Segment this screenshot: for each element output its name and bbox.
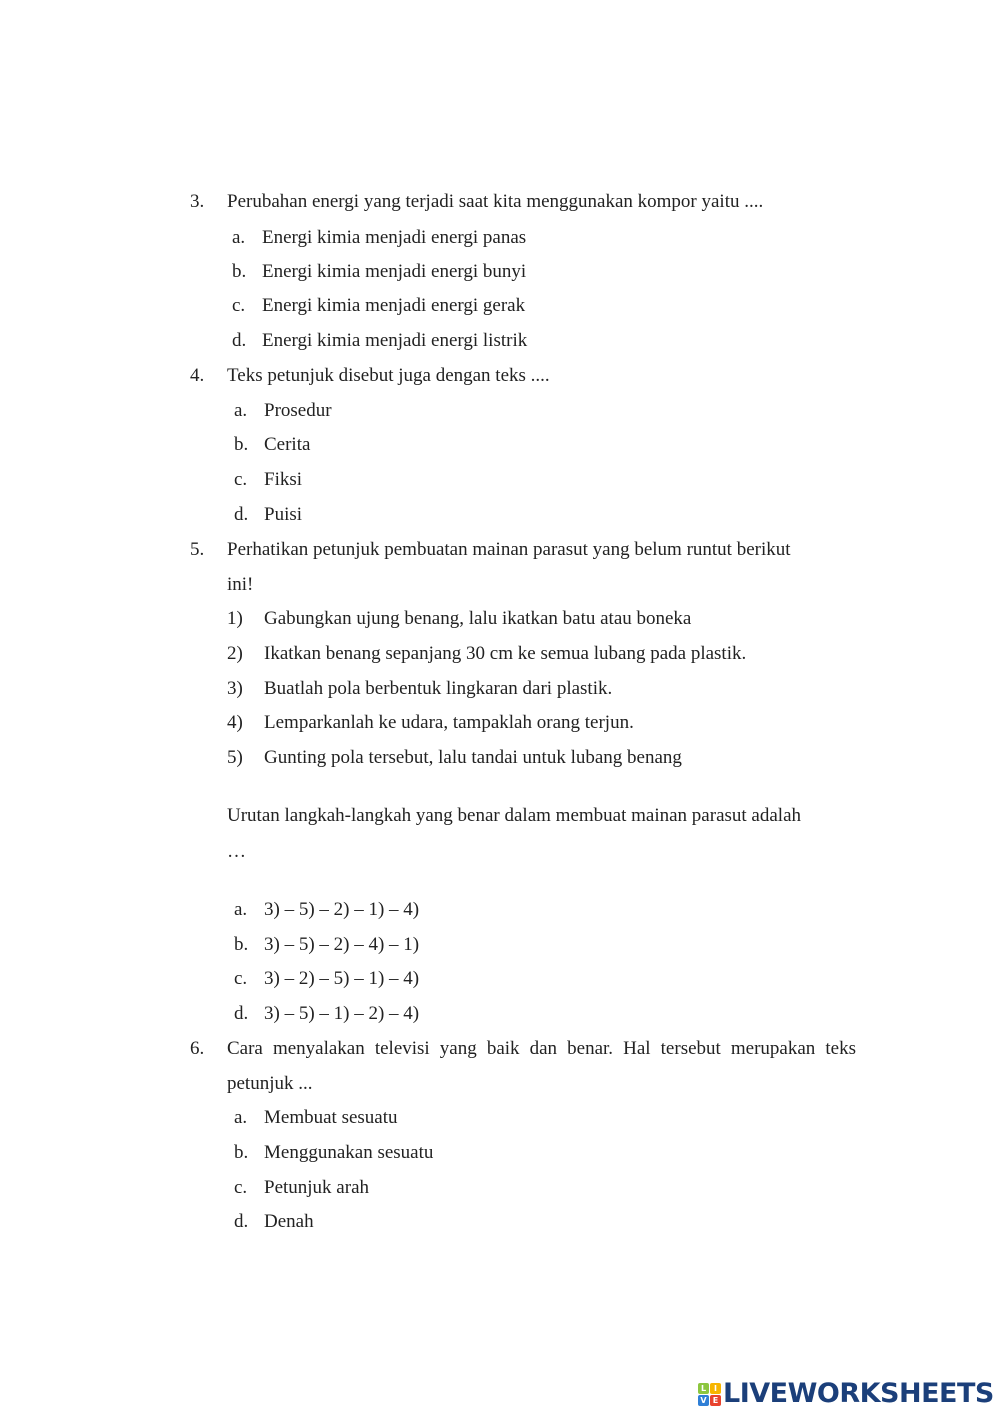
option-text: Denah bbox=[264, 1211, 314, 1232]
option-label: b. bbox=[232, 261, 247, 282]
step-label: 3) bbox=[227, 678, 243, 699]
option-text: Fiksi bbox=[264, 469, 303, 490]
option-label: a. bbox=[234, 1107, 248, 1128]
step-label: 5) bbox=[227, 747, 243, 768]
option-text: Energi kimia menjadi energi bunyi bbox=[262, 261, 527, 282]
option-label: a. bbox=[234, 899, 248, 920]
option-label: c. bbox=[234, 469, 248, 490]
option-label: d. bbox=[234, 1211, 249, 1232]
option-label: d. bbox=[234, 1003, 249, 1024]
option-label: d. bbox=[234, 504, 249, 525]
question-number: 6. bbox=[190, 1038, 205, 1059]
tile-e: E bbox=[710, 1395, 721, 1406]
option-label: a. bbox=[234, 400, 248, 421]
tile-v: V bbox=[698, 1395, 709, 1406]
prompt-line1: Urutan langkah-langkah yang benar dalam membuat mainan parasut adalah bbox=[227, 805, 801, 826]
liveworksheets-logo bbox=[698, 1379, 994, 1409]
step-label: 4) bbox=[227, 712, 243, 733]
option-text: 3) – 5) – 1) – 2) – 4) bbox=[264, 1003, 420, 1024]
option-text: 3) – 5) – 2) – 4) – 1) bbox=[264, 934, 420, 955]
question-number: 5. bbox=[190, 539, 205, 560]
question-text-line2: petunjuk ... bbox=[227, 1073, 313, 1094]
step-label: 2) bbox=[227, 643, 243, 664]
option-text: Energi kimia menjadi energi panas bbox=[262, 227, 527, 248]
step-text: Gunting pola tersebut, lalu tandai untuk lubang benang bbox=[264, 747, 682, 768]
step-text: Buatlah pola berbentuk lingkaran dari plastik. bbox=[264, 678, 613, 699]
option-text: Menggunakan sesuatu bbox=[264, 1142, 434, 1163]
step-text: Lemparkanlah ke udara, tampaklah orang terjun. bbox=[264, 712, 634, 733]
option-label: b. bbox=[234, 1142, 249, 1163]
prompt-line2: … bbox=[227, 841, 246, 862]
option-text: Cerita bbox=[264, 434, 311, 455]
option-label: c. bbox=[232, 295, 246, 316]
option-label: a. bbox=[232, 227, 246, 248]
question-text: Perubahan energi yang terjadi saat kita menggunakan kompor yaitu .... bbox=[227, 191, 764, 212]
option-text: Puisi bbox=[264, 504, 303, 525]
step-text: Ikatkan benang sepanjang 30 cm ke semua lubang pada plastik. bbox=[264, 643, 747, 664]
option-text: Energi kimia menjadi energi gerak bbox=[262, 295, 526, 316]
option-label: c. bbox=[234, 968, 248, 989]
step-text: Gabungkan ujung benang, lalu ikatkan batu atau boneka bbox=[264, 608, 692, 629]
option-label: b. bbox=[234, 934, 249, 955]
option-text: 3) – 5) – 2) – 1) – 4) bbox=[264, 899, 420, 920]
option-text: Energi kimia menjadi energi listrik bbox=[262, 330, 528, 351]
option-text: Prosedur bbox=[264, 400, 332, 421]
question-text-line1: Cara menyalakan televisi yang baik dan benar. Hal tersebut merupakan teks bbox=[227, 1038, 856, 1059]
question-text-line1: Perhatikan petunjuk pembuatan mainan parasut yang belum runtut berikut bbox=[227, 539, 791, 560]
tile-i: I bbox=[710, 1383, 721, 1394]
question-number: 3. bbox=[190, 191, 205, 212]
tile-l: L bbox=[698, 1383, 709, 1394]
option-label: c. bbox=[234, 1177, 248, 1198]
option-label: b. bbox=[234, 434, 249, 455]
option-text: 3) – 2) – 5) – 1) – 4) bbox=[264, 968, 420, 989]
option-label: d. bbox=[232, 330, 247, 351]
question-number: 4. bbox=[190, 365, 205, 386]
live-tiles-icon bbox=[698, 1383, 721, 1406]
step-label: 1) bbox=[227, 608, 243, 629]
question-text-line2: ini! bbox=[227, 574, 254, 595]
logo-text: LIVEWORKSHEETS bbox=[723, 1378, 994, 1409]
option-text: Petunjuk arah bbox=[264, 1177, 370, 1198]
option-text: Membuat sesuatu bbox=[264, 1107, 398, 1128]
question-text: Teks petunjuk disebut juga dengan teks .... bbox=[227, 365, 550, 386]
